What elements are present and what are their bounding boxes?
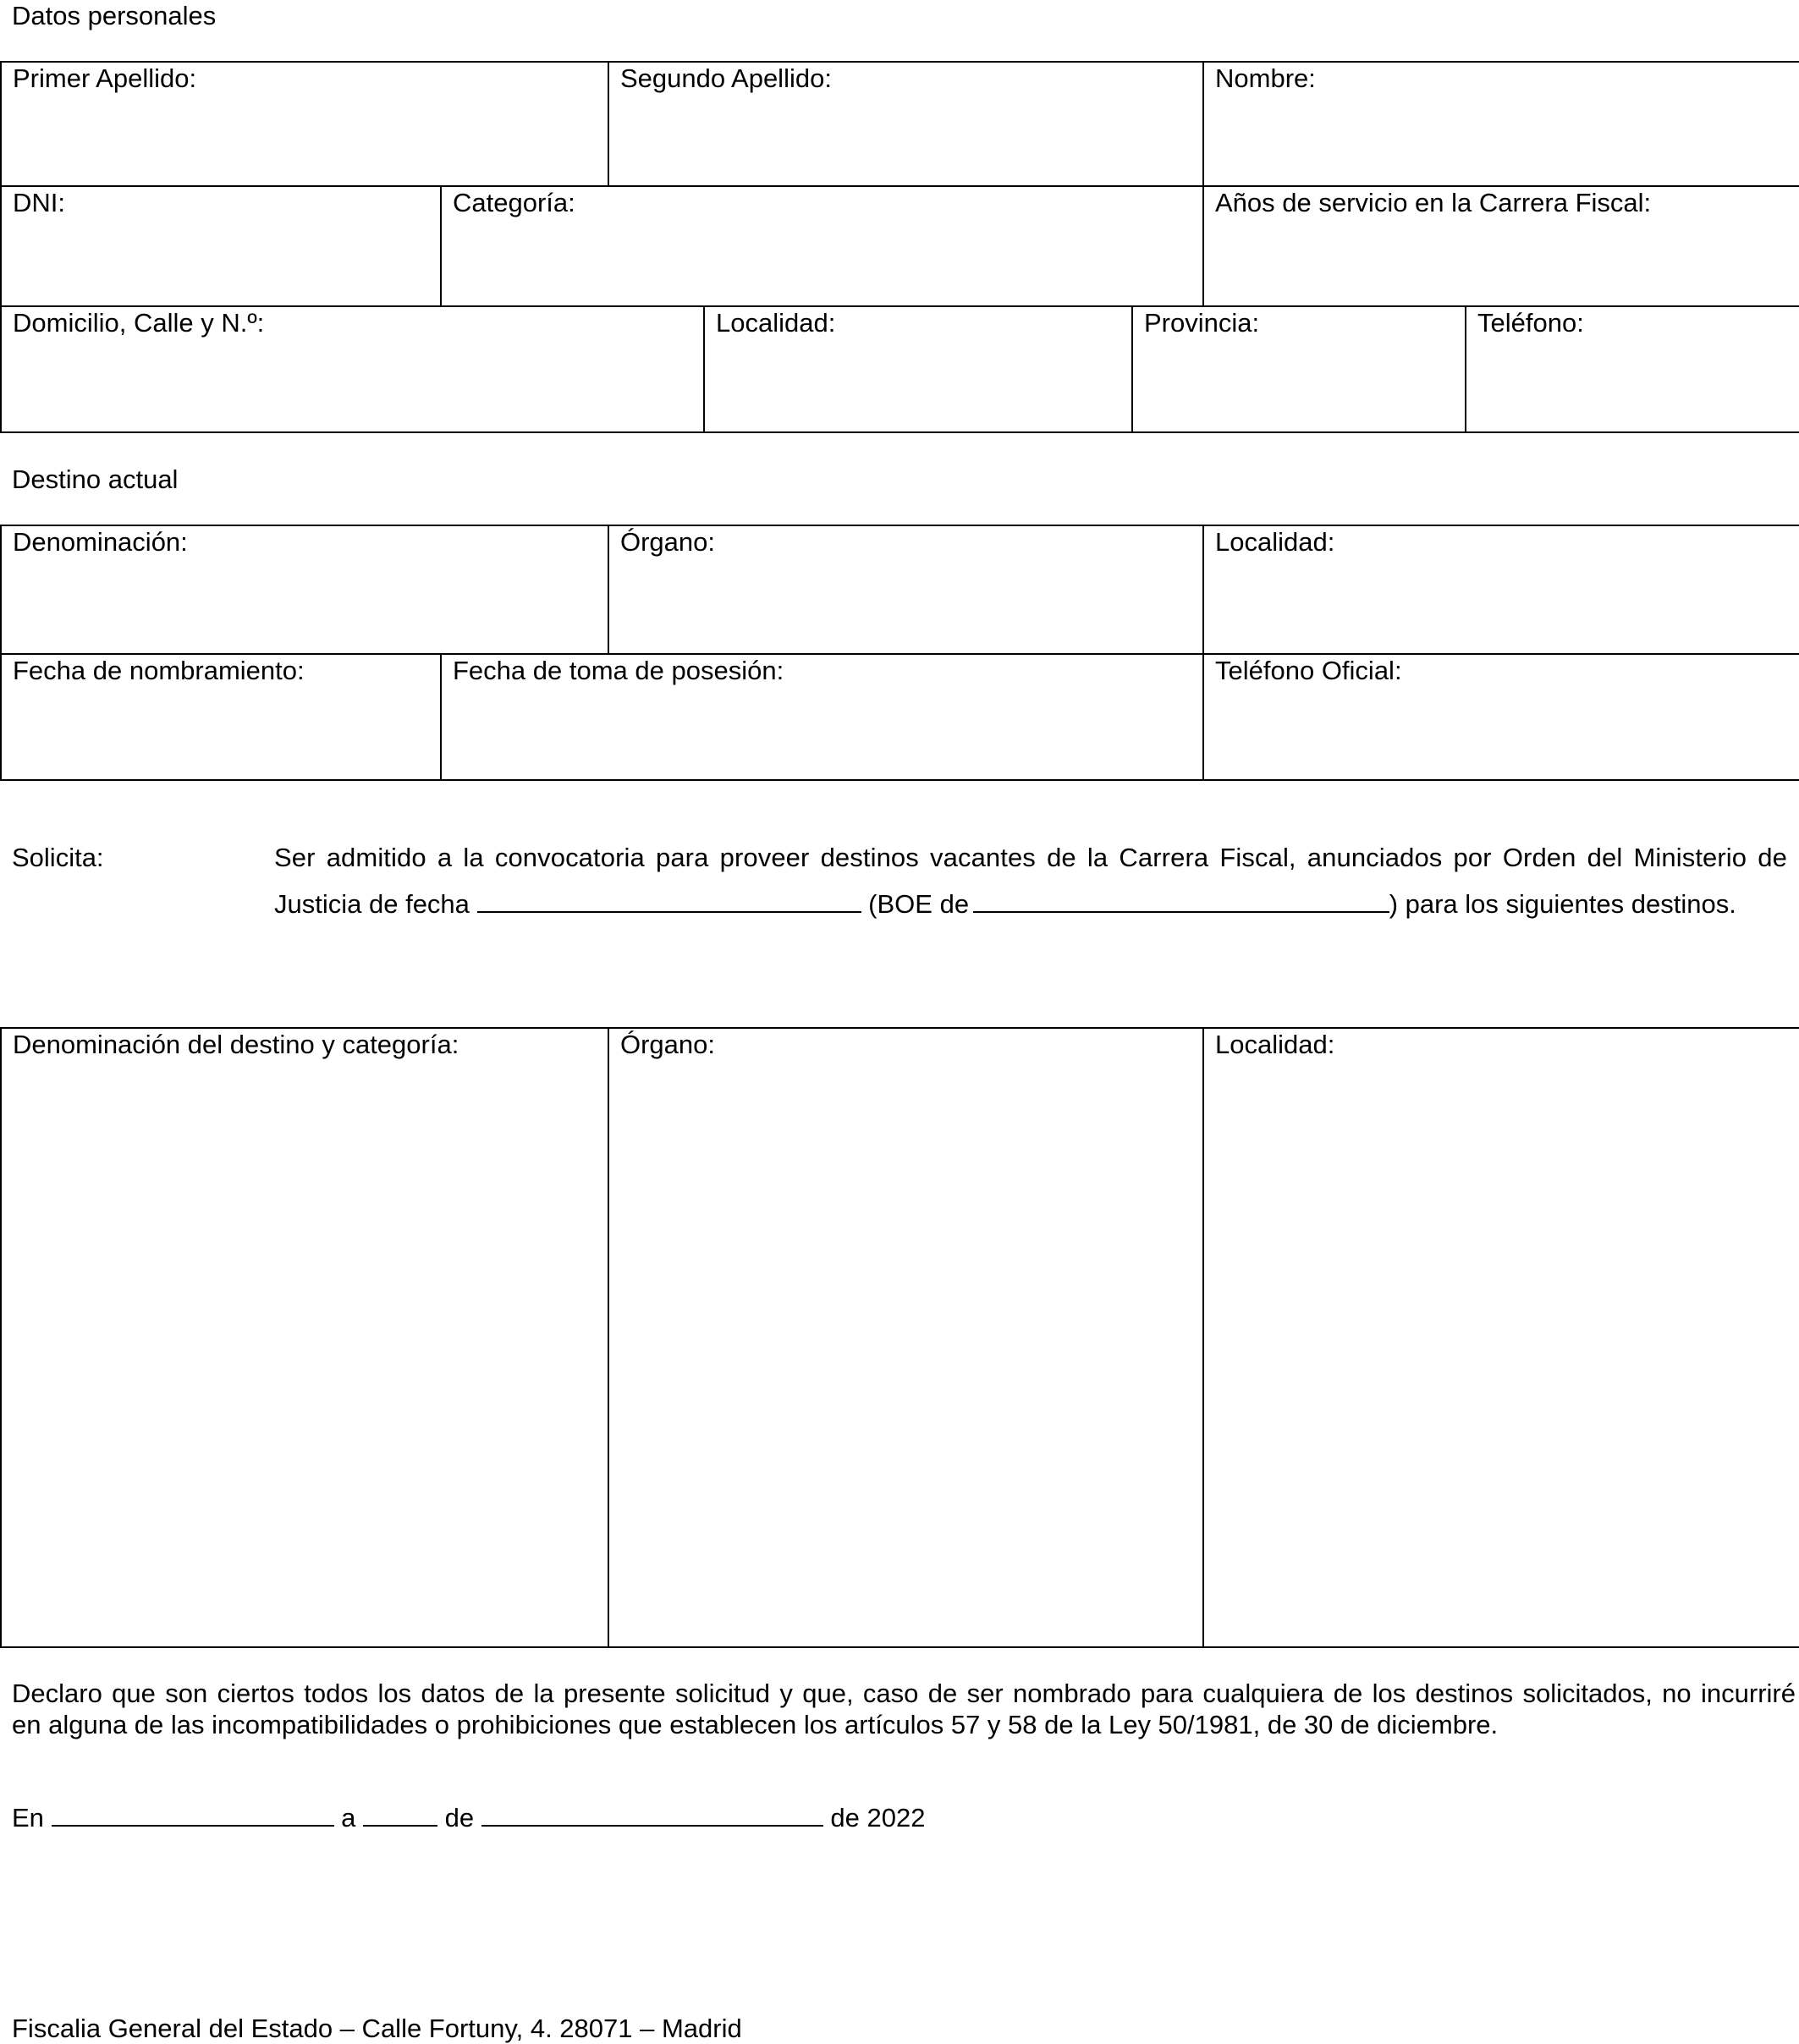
personal-row-1 [0,61,1799,189]
footer-address: Fiscalia General del Estado – Calle Fortuny, 4. 28071 – Madrid [12,2014,742,2043]
current-denominacion-label: Denominación: [13,527,188,557]
dest-organo-column[interactable] [608,1028,1203,1647]
dni-input[interactable] [13,218,425,256]
localidad-label: Localidad: [716,308,836,338]
current-row-1 [0,525,1799,657]
signature-day-blank[interactable] [363,1803,437,1827]
provincia-input[interactable] [1144,338,1455,376]
request-fecha-prefix: Justicia de fecha [274,889,470,919]
anos-servicio-cell[interactable] [1203,186,1799,308]
current-organo-label: Órgano: [620,527,716,557]
current-organo-cell[interactable] [608,525,1203,656]
request-label: Solicita: [12,843,104,872]
personal-data-heading: Datos personales [12,1,217,30]
signature-year-label: de 2022 [830,1803,926,1832]
destinations-table [0,1027,1799,1648]
dest-localidad-column[interactable] [1203,1028,1799,1647]
personal-row-2 [0,185,1799,309]
provincia-label: Provincia: [1144,308,1260,338]
dni-label: DNI: [13,188,65,217]
primer-apellido-label: Primer Apellido: [13,63,197,93]
signature-place-blank[interactable] [52,1803,334,1827]
domicilio-cell[interactable] [1,306,704,432]
request-text-line-1: Ser admitido a la convocatoria para proveer destinos vacantes de la Carrera Fiscal, anunciados por Orden del Ministerio de [274,843,1787,872]
nombre-label: Nombre: [1215,63,1316,93]
current-row-2 [0,653,1799,781]
signature-a-label: a [341,1803,356,1832]
dest-organo-header: Órgano: [620,1030,716,1059]
localidad-cell[interactable] [704,306,1132,432]
dest-localidad-textarea[interactable] [1215,1060,1774,1625]
anos-servicio-input[interactable] [1215,218,1774,256]
fecha-posesion-input[interactable] [453,686,1168,723]
fecha-orden-blank[interactable] [477,889,861,913]
dest-organo-textarea[interactable] [620,1060,1178,1625]
domicilio-label: Domicilio, Calle y N.º: [13,308,265,338]
signature-line [12,1802,925,1833]
primer-apellido-input[interactable] [13,94,582,131]
dest-denominacion-header: Denominación del destino y categoría: [13,1030,459,1059]
signature-month-blank[interactable] [481,1803,823,1827]
boe-fecha-blank[interactable] [973,889,1389,913]
anos-servicio-label: Años de servicio en la Carrera Fiscal: [1215,188,1652,217]
declaration-line-1: Declaro que son ciertos todos los datos de la presente solicitud y que, caso de ser nombrado para cualquiera de los destinos solicitados, no incurriré [12,1679,1796,1708]
signature-de-label: de [444,1803,475,1832]
fecha-posesion-cell[interactable] [441,654,1203,780]
segundo-apellido-label: Segundo Apellido: [620,63,832,93]
current-organo-input[interactable] [620,558,1178,595]
dni-cell[interactable] [1,186,441,308]
provincia-cell[interactable] [1132,306,1466,432]
segundo-apellido-cell[interactable] [608,62,1203,188]
categoria-cell[interactable] [441,186,1203,308]
categoria-input[interactable] [453,218,1168,256]
signature-en-label: En [12,1803,44,1832]
fecha-nombramiento-cell[interactable] [1,654,441,780]
categoria-label: Categoría: [453,188,575,217]
telefono-input[interactable] [1477,338,1790,376]
current-denominacion-input[interactable] [13,558,582,595]
request-text-line-2 [274,888,1736,920]
fecha-nombramiento-input[interactable] [13,686,425,723]
request-suffix: ) para los siguientes destinos. [1389,889,1736,919]
localidad-input[interactable] [716,338,1117,376]
telefono-cell[interactable] [1466,306,1799,432]
telefono-oficial-input[interactable] [1215,686,1774,723]
primer-apellido-cell[interactable] [1,62,608,188]
fecha-posesion-label: Fecha de toma de posesión: [453,656,784,685]
telefono-oficial-cell[interactable] [1203,654,1799,780]
dest-denominacion-textarea[interactable] [13,1060,582,1625]
current-localidad-label: Localidad: [1215,527,1335,557]
telefono-label: Teléfono: [1477,308,1584,338]
current-post-heading: Destino actual [12,464,179,494]
segundo-apellido-input[interactable] [620,94,1178,131]
dest-localidad-header: Localidad: [1215,1030,1335,1059]
personal-row-3 [0,305,1799,433]
current-localidad-input[interactable] [1215,558,1774,595]
domicilio-input[interactable] [13,338,672,376]
declaration-line-2: en alguna de las incompatibilidades o prohibiciones que establecen los artículos 57 y 58 de la Ley 50/1981, de 30 de diciembre. [12,1710,1499,1739]
request-boe-prefix: (BOE de [868,889,970,919]
telefono-oficial-label: Teléfono Oficial: [1215,656,1402,685]
nombre-cell[interactable] [1203,62,1799,188]
nombre-input[interactable] [1215,94,1774,131]
dest-denominacion-column[interactable] [1,1028,608,1647]
current-denominacion-cell[interactable] [1,525,608,656]
current-localidad-cell[interactable] [1203,525,1799,656]
fecha-nombramiento-label: Fecha de nombramiento: [13,656,305,685]
